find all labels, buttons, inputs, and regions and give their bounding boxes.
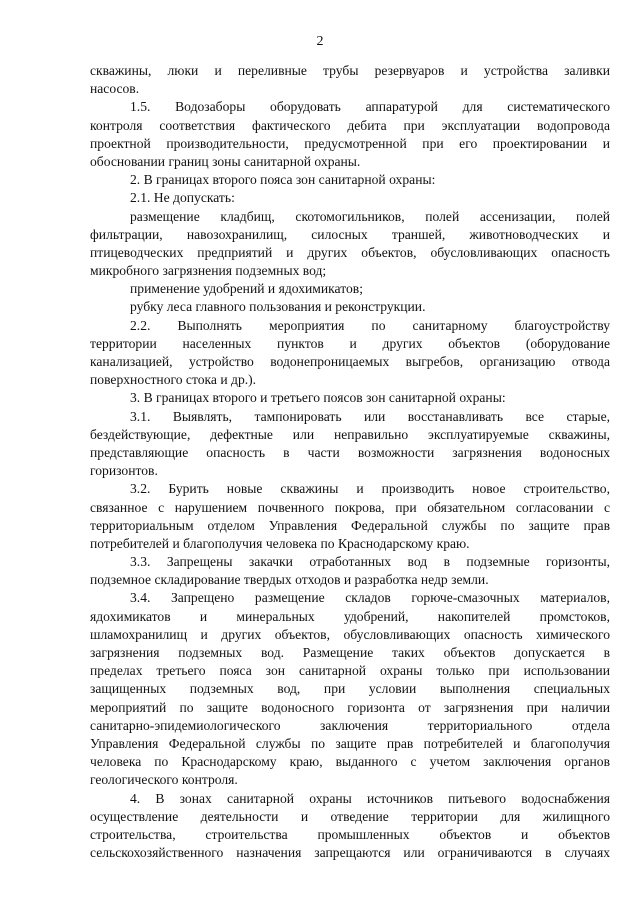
text-line: шламохранилищ и других объектов, обусловливающих опасность химического xyxy=(90,626,610,642)
text-line: пределах третьего пояса зон санитарной охраны только при использовании xyxy=(90,663,610,679)
text-line: потребителей и благополучия человека по Краснодарскому краю. xyxy=(90,535,470,551)
text-line: 3.1. Выявлять, тампонировать или восстанавливать все старые, xyxy=(130,408,610,424)
text-line: мероприятий по защите водоносного горизонта от загрязнения при наличии xyxy=(90,699,610,715)
text-line: птицеводческих предприятий и других объектов, обусловливающих опасность xyxy=(90,244,610,260)
text-line: микробного загрязнения подземных вод; xyxy=(90,263,327,279)
text-line: защищенных подземных вод, при условии выполнения специальных xyxy=(90,681,610,697)
text-line: 3.2. Бурить новые скважины и производить новое строительство, xyxy=(130,481,610,497)
text-line: бездействующие, дефектные или неправильно эксплуатируемые скважины, xyxy=(90,426,610,442)
text-line: 3.4. Запрещено размещение складов горюче-смазочных материалов, xyxy=(130,590,610,606)
text-line: связанное с нарушением почвенного покрова, при обязательном согласовании с xyxy=(90,499,610,515)
text-line: поверхностного стока и др.). xyxy=(90,372,257,388)
text-line: 3.3. Запрещены закачки отработанных вод в подземные горизонты, xyxy=(130,554,610,570)
text-line: 2.2. Выполнять мероприятия по санитарному благоустройству xyxy=(130,317,610,333)
text-line: осуществление деятельности и отведение территории для жилищного xyxy=(90,808,610,824)
text-line: 2.1. Не допускать: xyxy=(130,190,235,206)
text-line: применение удобрений и ядохимикатов; xyxy=(130,281,363,297)
text-line: фильтрации, навозохранилищ, силосных траншей, животноводческих и xyxy=(90,226,610,242)
text-line: человека по Краснодарскому краю, выданного с учетом заключения органов xyxy=(90,754,610,770)
text-line: санитарно-эпидемиологического заключения территориального отдела xyxy=(90,717,610,733)
text-line: геологического контроля. xyxy=(90,772,238,788)
text-line: насосов. xyxy=(90,81,140,97)
text-line: Управления Федеральной службы по защите прав потребителей и благополучия xyxy=(90,735,610,751)
text-line: сельскохозяйственного назначения запрещаются или ограничиваются в случаях xyxy=(90,845,610,861)
page-number: 2 xyxy=(316,34,324,49)
text-line: подземное складирование твердых отходов и разработка недр земли. xyxy=(90,572,489,588)
text-line: строительства, строительства промышленных объектов и объектов xyxy=(90,826,610,842)
text-line: контроля соответствия фактического дебита при эксплуатации водопровода xyxy=(90,117,610,133)
text-line: рубку леса главного пользования и реконструкции. xyxy=(130,299,426,315)
text-line: представляющие опасность в части возможности загрязнения водоносных xyxy=(90,444,610,460)
text-line: 1.5. Водозаборы оборудовать аппаратурой для систематического xyxy=(130,99,610,115)
text-line: ядохимикатов и минеральных удобрений, накопителей промстоков, xyxy=(90,608,610,624)
text-line: размещение кладбищ, скотомогильников, полей ассенизации, полей xyxy=(130,208,610,224)
text-line: горизонтов. xyxy=(90,463,158,479)
text-line: канализацией, устройство водонепроницаемых выгребов, организацию отвода xyxy=(90,354,610,369)
text-line: скважины, люки и переливные трубы резервуаров и устройства заливки xyxy=(90,63,610,78)
document-body xyxy=(90,62,610,862)
text-line: территориальным отделом Управления Федеральной службы по защите прав xyxy=(90,517,610,533)
text-line: загрязнения подземных вод. Размещение таких объектов допускается в xyxy=(90,645,610,660)
text-line: 3. В границах второго и третьего поясов зон санитарной охраны: xyxy=(130,390,506,406)
text-line: территории населенных пунктов и других объектов (оборудование xyxy=(90,335,610,351)
text-line: проектной производительности, предусмотренной при его проектировании и xyxy=(90,135,610,151)
text-line: 2. В границах второго пояса зон санитарной охраны: xyxy=(130,172,436,188)
text-line: 4. В зонах санитарной охраны источников питьевого водоснабжения xyxy=(130,790,610,806)
text-line: обосновании границ зоны санитарной охраны. xyxy=(90,153,361,169)
